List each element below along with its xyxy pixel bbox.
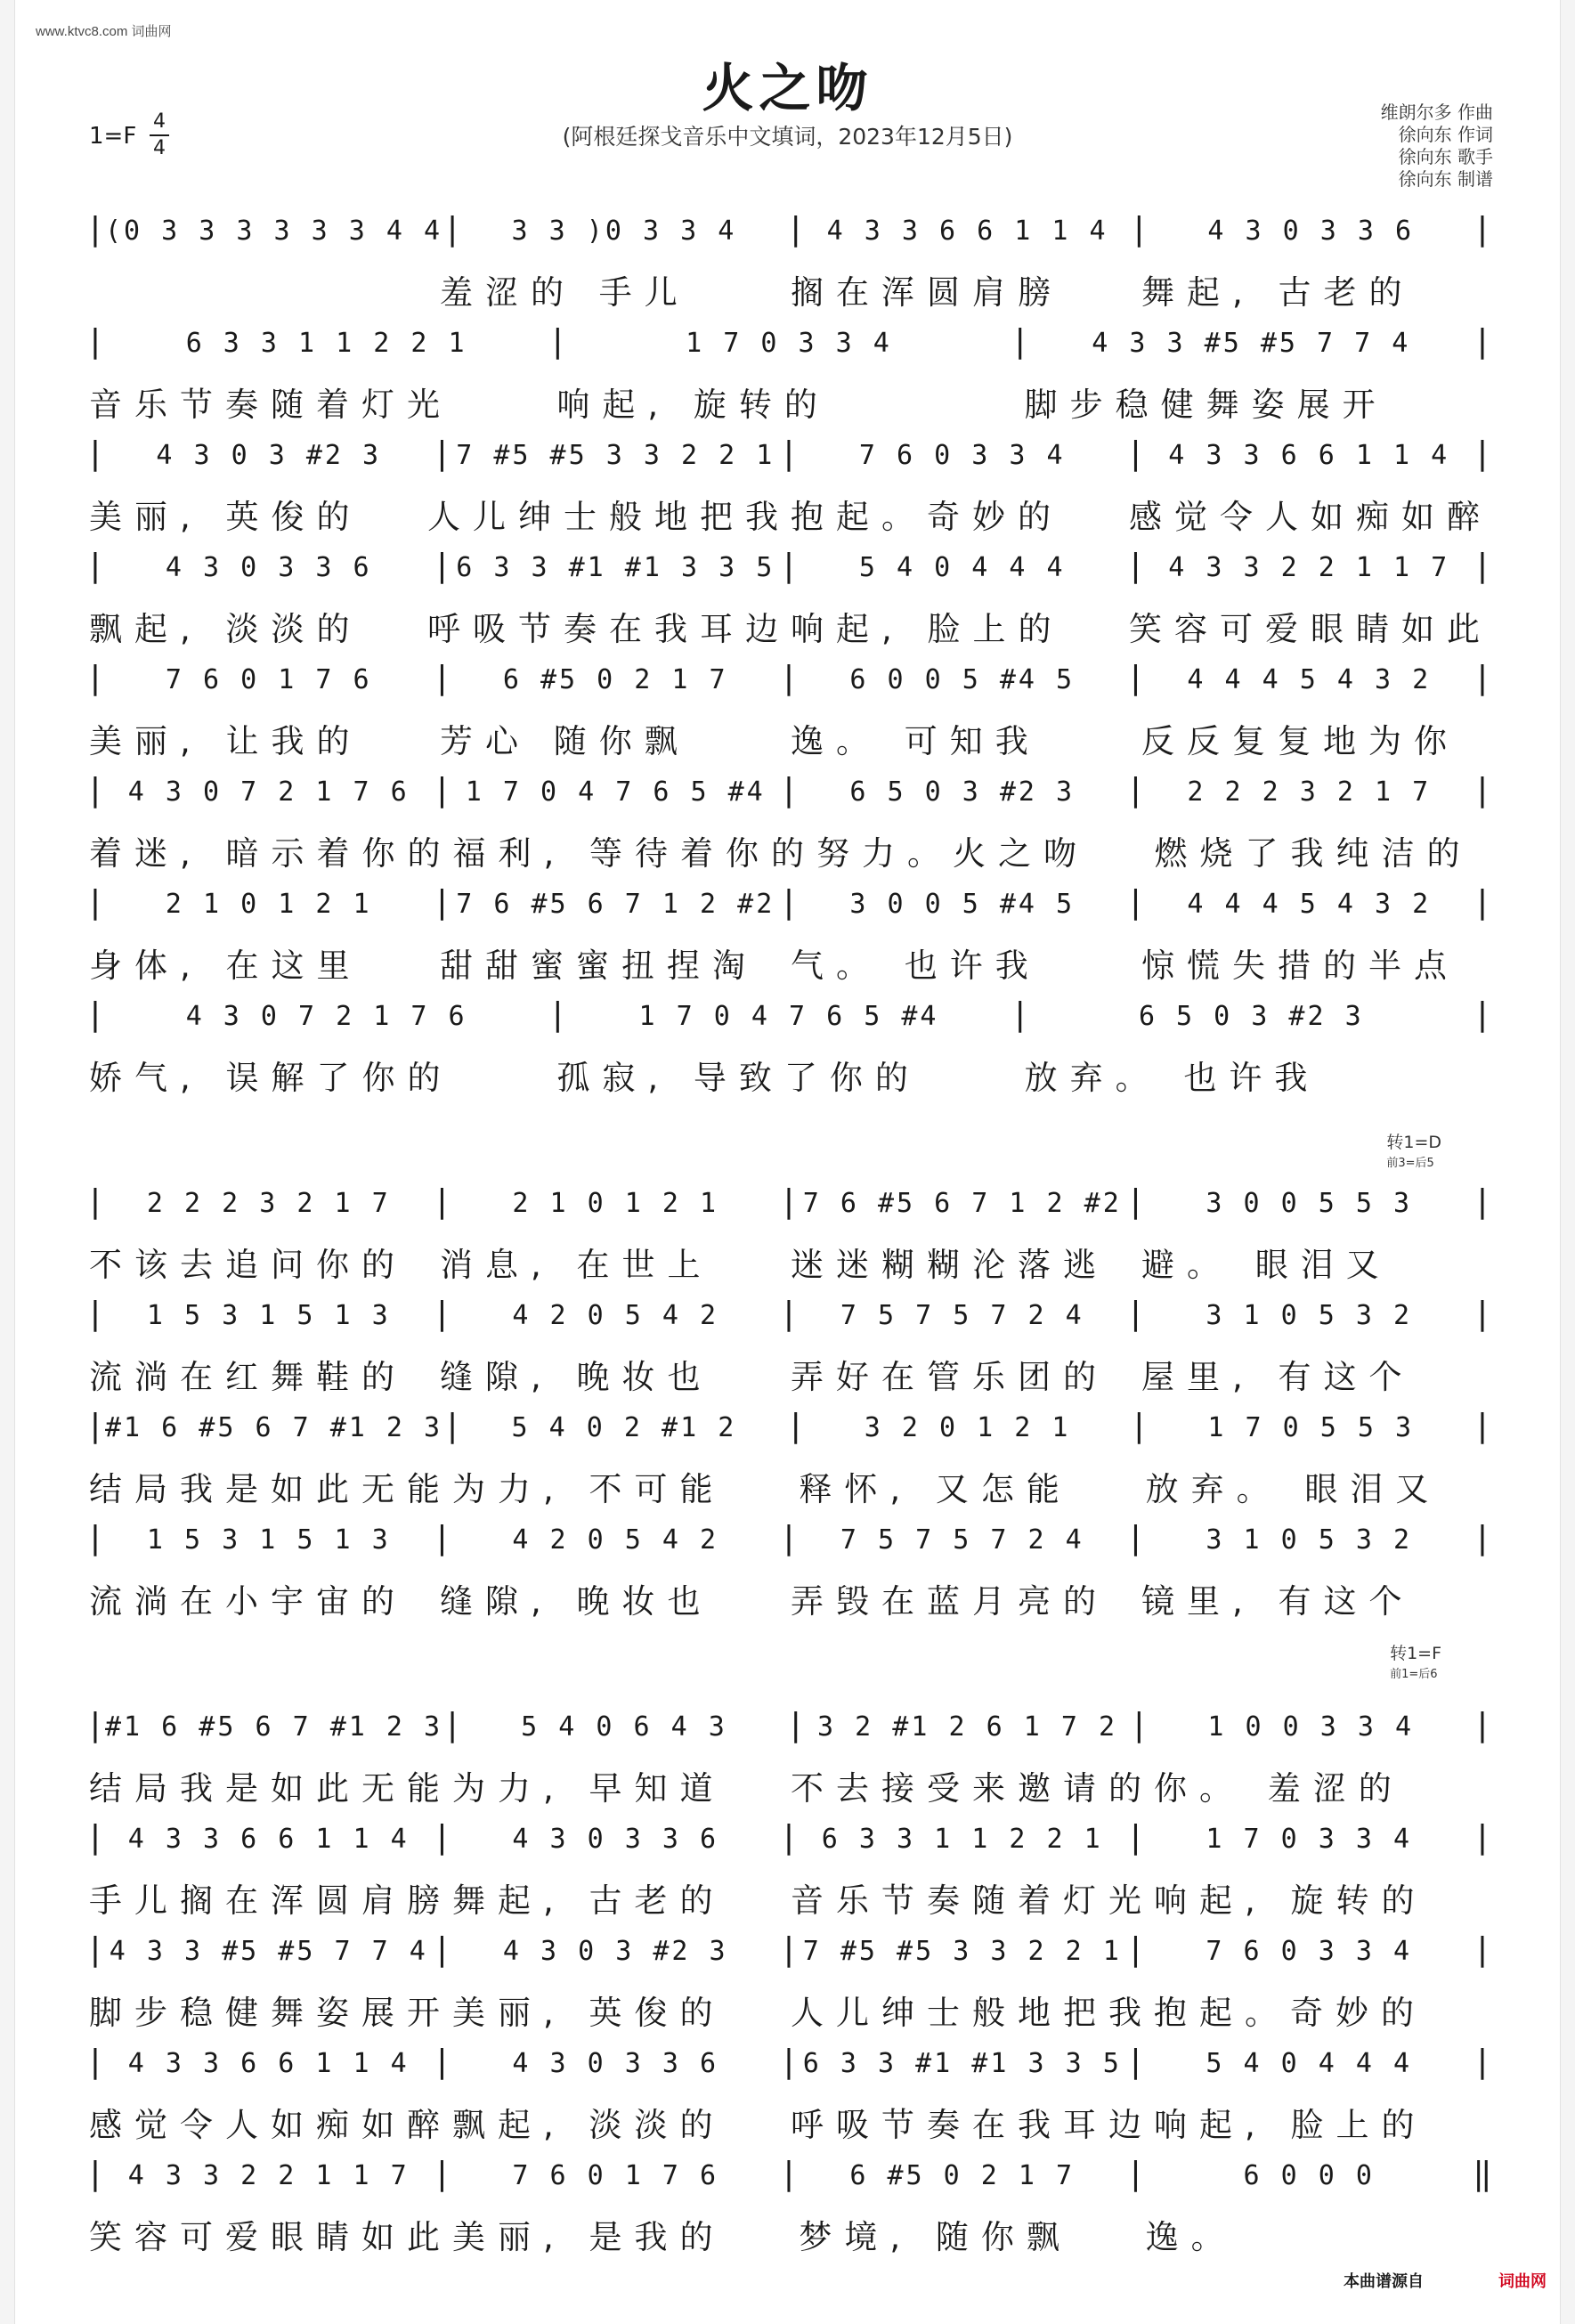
notation-row [85, 1930, 1492, 1986]
barline: | [1473, 1707, 1492, 1743]
notation-row [85, 2155, 1492, 2210]
lyric-segment: 屋里, 有这个 [1141, 1358, 1415, 1396]
credit-notation: 徐向东 制谱 [1398, 168, 1493, 190]
lyric-segment: 你。 羞涩的 [1154, 1769, 1404, 1808]
measure: 4 3 0 3 #2 3 [502, 1936, 728, 1967]
measure: 4 2 0 5 4 2 [512, 1524, 719, 1556]
lyrics-row [85, 939, 1492, 987]
lyrics-row [85, 378, 1492, 426]
measure: 3 1 0 5 3 2 [1206, 1524, 1413, 1556]
barline: | [442, 1707, 462, 1743]
measure: 4 3 0 3 3 6 [512, 2048, 719, 2079]
notation-row [85, 883, 1492, 939]
notation-row [85, 1519, 1492, 1574]
notation-row [85, 210, 1492, 265]
measure: 1 7 0 5 5 3 [1207, 1412, 1415, 1443]
score-line [85, 883, 1492, 995]
lyric-segment: 避。 眼泪又 [1141, 1246, 1392, 1284]
lyric-segment: 结局我是如此无能 [89, 1470, 452, 1508]
lyric-segment: 舞起, 古老的 [452, 1881, 726, 1920]
barline: | [785, 211, 806, 248]
barline: | [442, 211, 462, 248]
barline: | [785, 1408, 806, 1444]
barline: | [85, 660, 105, 696]
score-line [85, 435, 1492, 547]
measure: 5 4 0 2 #1 2 [511, 1412, 737, 1443]
barline: | [432, 1819, 452, 1856]
lyric-segment: 梦境, 随你飘 [799, 2218, 1072, 2256]
lyric-segment: 孤寂, 导致了你的 [556, 1059, 921, 1097]
barline: | [779, 1819, 799, 1856]
barline: | [1473, 1931, 1492, 1968]
song-subtitle: (阿根廷探戈音乐中文填词，2023年12月5日) [562, 124, 1013, 150]
measure: 4 3 3 2 2 1 1 7 [127, 2160, 410, 2191]
lyric-segment: 呼吸节奏在我耳边 [791, 2106, 1154, 2144]
score-line [85, 995, 1492, 1108]
barline: | [1125, 2044, 1146, 2080]
measure: 2 2 2 3 2 1 7 [146, 1188, 391, 1219]
measure: 5 4 0 6 4 3 [521, 1711, 727, 1743]
notation-row [85, 2043, 1492, 2098]
barline: | [85, 772, 105, 809]
lyric-segment: 为力, 早知道 [452, 1769, 726, 1808]
barline: | [1010, 323, 1030, 360]
measure: 4 3 0 3 #2 3 [156, 440, 382, 471]
lyric-segment: 惊慌失措的半点 [1141, 947, 1459, 985]
lyric-segment: 响起, 脸上的 [791, 610, 1064, 648]
barline: | [432, 1520, 452, 1556]
lyric-segment: 芳心 随你飘 [440, 722, 690, 760]
measure: 4 3 3 #5 #5 7 7 4 [109, 1936, 428, 1967]
barline: | [85, 1183, 105, 1220]
measure: 4 4 4 5 4 3 2 [1187, 664, 1432, 695]
barline: | [1473, 323, 1492, 360]
barline: ‖ [1473, 2156, 1492, 2192]
score-line [85, 1295, 1492, 1407]
barline: | [1125, 660, 1146, 696]
modulation-label: 转1=D [1386, 1133, 1441, 1152]
lyric-segment: 释怀, 又怎能 [799, 1470, 1072, 1508]
lyric-segment: 不去接受来邀请的 [791, 1769, 1154, 1808]
barline: | [1125, 2156, 1146, 2192]
lyric-segment: 音乐节奏随着灯光 [791, 1881, 1154, 1920]
barline: | [1473, 1408, 1492, 1444]
lyric-segment: 燃烧了我纯洁的 [1154, 834, 1473, 873]
measure: #1 6 #5 6 7 #1 2 3 [105, 1711, 443, 1743]
notation-row [85, 322, 1492, 378]
barline: | [779, 435, 799, 472]
lyric-segment: 消息, 在世上 [440, 1246, 713, 1284]
footer-source: 本曲谱源自 [1344, 2272, 1424, 2291]
barline: | [1125, 1819, 1146, 1856]
barline: | [1125, 435, 1146, 472]
measure: 4 3 3 6 6 1 1 4 [1168, 440, 1450, 471]
measure: 6 #5 0 2 1 7 [849, 2160, 1076, 2191]
measure: 6 5 0 3 #2 3 [849, 776, 1076, 808]
measure: 2 1 0 1 2 1 [165, 889, 372, 920]
measure: 7 6 #5 6 7 1 2 #2 [456, 889, 775, 920]
measure: 7 6 0 3 3 4 [858, 440, 1066, 471]
notation-row [85, 995, 1492, 1051]
barline: | [85, 548, 105, 584]
lyric-segment: 人儿绅士般地把我 [427, 498, 791, 536]
barline: | [432, 548, 452, 584]
score-line [85, 1706, 1492, 1818]
lyrics-row [85, 265, 1492, 313]
barline: | [85, 884, 105, 921]
measure: 4 3 3 #5 #5 7 7 4 [1092, 328, 1411, 359]
measure: 7 6 #5 6 7 1 2 #2 [802, 1188, 1122, 1219]
lyric-segment: 流淌在小宇宙的 [89, 1582, 407, 1621]
score-body [85, 210, 1492, 2267]
barline: | [432, 884, 452, 921]
measure: 5 4 0 4 4 4 [1206, 2048, 1413, 2079]
lyric-segment: 美丽, 让我的 [89, 722, 362, 760]
lyric-segment: 气。 也许我 [791, 947, 1041, 985]
score-line [85, 1818, 1492, 1930]
footer-brand[interactable]: 词曲网 [1498, 2272, 1547, 2291]
measure: 3 2 0 1 2 1 [864, 1412, 1071, 1443]
lyric-segment: 甜甜蜜蜜扭捏淘 [440, 947, 758, 985]
measure: 4 3 3 6 6 1 1 4 [127, 2048, 410, 2079]
barline: | [432, 660, 452, 696]
measure: 4 2 0 5 4 2 [512, 1300, 719, 1331]
measure: 6 3 3 1 1 2 2 1 [185, 328, 467, 359]
measure: 1 5 3 1 5 1 3 [146, 1300, 391, 1331]
measure: 4 3 3 2 2 1 1 7 [1168, 552, 1450, 583]
lyric-segment: 脚步稳健舞姿展开 [1024, 386, 1388, 424]
measure: 6 #5 0 2 1 7 [502, 664, 728, 695]
measure: 2 1 0 1 2 1 [512, 1188, 719, 1219]
notation-row [85, 435, 1492, 490]
lyrics-row [85, 1350, 1492, 1398]
barline: | [85, 2044, 105, 2080]
barline: | [432, 1183, 452, 1220]
barline: | [1129, 1408, 1149, 1444]
barline: | [779, 2156, 799, 2192]
lyric-segment: 着迷, 暗示着你的 [89, 834, 453, 873]
barline: | [432, 1931, 452, 1968]
measure: 1 7 0 4 7 6 5 #4 [638, 1001, 939, 1032]
measure: 7 6 0 1 7 6 [165, 664, 372, 695]
lyric-segment: 笑容可爱眼睛如此 [89, 2218, 452, 2256]
measure: 3 2 #1 2 6 1 7 2 [817, 1711, 1118, 1743]
lyric-segment: 迷迷糊糊沦落逃 [791, 1246, 1108, 1284]
time-bottom: 4 [153, 137, 166, 159]
measure: 1 7 0 3 3 4 [1206, 1824, 1413, 1855]
measure: 7 #5 #5 3 3 2 2 1 [802, 1936, 1122, 1967]
measure: 2 2 2 3 2 1 7 [1187, 776, 1432, 808]
measure: 5 4 0 4 4 4 [858, 552, 1066, 583]
lyric-segment: 福利, 等待着你的 [452, 834, 817, 873]
credits [1381, 102, 1493, 191]
score-line [85, 771, 1492, 883]
measure: 6 3 3 #1 #1 3 3 5 [802, 2048, 1122, 2079]
measure: 4 3 0 3 3 6 [165, 552, 372, 583]
lyric-segment: 反反复复地为你 [1141, 722, 1459, 760]
lyrics-row [85, 1761, 1492, 1809]
score-line [85, 322, 1492, 435]
key-signature: 1=F [89, 123, 137, 150]
barline: | [85, 1408, 105, 1444]
notation-row [85, 547, 1492, 602]
barline: | [1125, 1183, 1146, 1220]
barline: | [432, 2156, 452, 2192]
barline: | [779, 1931, 799, 1968]
barline: | [779, 884, 799, 921]
left-margin-strip [0, 0, 15, 2324]
lyric-segment: 放弃。 眼泪又 [1145, 1470, 1441, 1508]
barline: | [548, 323, 568, 360]
measure: 1 0 0 3 3 4 [1207, 1711, 1415, 1743]
lyric-segment [89, 265, 440, 313]
measure: 6 0 0 0 [1243, 2160, 1375, 2191]
modulation-sub: 前3=后5 [1386, 1157, 1434, 1170]
notation-row [85, 1818, 1492, 1873]
measure: 4 3 3 6 6 1 1 4 [826, 215, 1108, 247]
barline: | [1473, 548, 1492, 584]
measure: 6 3 3 #1 #1 3 3 5 [456, 552, 775, 583]
site-url[interactable]: www.ktvc8.com 词曲网 [36, 24, 172, 39]
barline: | [432, 772, 452, 809]
song-title: 火之吻 [702, 58, 873, 118]
barline: | [1125, 1931, 1146, 1968]
lyric-segment: 镜里, 有这个 [1141, 1582, 1415, 1621]
lyrics-row [85, 1986, 1492, 2034]
lyric-segment: 感觉令人如痴如醉 [1129, 498, 1492, 536]
barline: | [85, 2156, 105, 2192]
measure: 7 6 0 3 3 4 [1206, 1936, 1413, 1967]
measure: 4 4 4 5 4 3 2 [1187, 889, 1432, 920]
barline: | [442, 1408, 462, 1444]
barline: | [1125, 1520, 1146, 1556]
score-line [85, 1182, 1492, 1295]
credit-singer: 徐向东 歌手 [1398, 146, 1493, 167]
lyric-segment: 弄毁在蓝月亮的 [791, 1582, 1108, 1621]
barline: | [432, 2044, 452, 2080]
lyrics-row [85, 1051, 1492, 1099]
barline: | [85, 1520, 105, 1556]
credit-lyricist: 徐向东 作词 [1398, 124, 1493, 145]
lyric-segment: 努力。火之吻 [816, 834, 1090, 873]
measure: 4 3 3 6 6 1 1 4 [127, 1824, 410, 1855]
lyric-segment: 美丽, 英俊的 [452, 1994, 726, 2032]
score-line [85, 2043, 1492, 2155]
barline: | [1125, 884, 1146, 921]
barline: | [1125, 1296, 1146, 1332]
measure: 3 0 0 5 5 3 [1206, 1188, 1413, 1219]
lyric-segment: 抱起。奇妙的 [791, 498, 1063, 536]
barline: | [1473, 211, 1492, 248]
barline: | [1129, 211, 1149, 248]
time-divider [150, 134, 169, 136]
measure: 7 #5 #5 3 3 2 2 1 [456, 440, 775, 471]
lyrics-row [85, 602, 1492, 650]
barline: | [85, 1296, 105, 1332]
score-line [85, 547, 1492, 659]
barline: | [1473, 1819, 1492, 1856]
lyric-segment: 抱起。奇妙的 [1154, 1994, 1426, 2032]
measure: 4 3 0 7 2 1 7 6 [185, 1001, 467, 1032]
barline: | [85, 211, 105, 248]
measure: 3 3 )0 3 3 4 [511, 215, 737, 247]
barline: | [1473, 1296, 1492, 1332]
notation-row [85, 659, 1492, 714]
lyric-segment: 感觉令人如痴如醉 [89, 2106, 452, 2144]
barline: | [85, 323, 105, 360]
time-top: 4 [153, 110, 166, 133]
modulation-label: 转1=F [1390, 1644, 1441, 1663]
lyric-segment: 缝隙, 晚妆也 [440, 1582, 713, 1621]
lyric-segment: 流淌在红舞鞋的 [89, 1358, 407, 1396]
time-signature [150, 110, 169, 160]
measure: 7 5 7 5 7 2 4 [840, 1300, 1084, 1331]
lyric-segment: 缝隙, 晚妆也 [440, 1358, 713, 1396]
lyric-segment: 美丽, 英俊的 [89, 498, 362, 536]
lyric-segment: 弄好在管乐团的 [791, 1358, 1108, 1396]
modulation-sub: 前1=后6 [1390, 1668, 1438, 1681]
measure: 4 3 0 3 3 6 [512, 1824, 719, 1855]
lyric-segment: 响起, 旋转的 [556, 386, 830, 424]
score-line [85, 2155, 1492, 2267]
lyrics-row [85, 826, 1492, 874]
measure: 7 6 0 1 7 6 [512, 2160, 719, 2191]
lyric-segment: 手儿搁在浑圆肩膀 [89, 1881, 452, 1920]
score-line [85, 1407, 1492, 1519]
lyric-segment: 逸。 可知我 [791, 722, 1041, 760]
measure: 6 3 3 1 1 2 2 1 [821, 1824, 1103, 1855]
lyric-segment: 舞起, 古老的 [1141, 273, 1415, 312]
lyric-segment: 美丽, 是我的 [452, 2218, 726, 2256]
lyric-segment: 放弃。 也许我 [1024, 1059, 1320, 1097]
notation-row [85, 1182, 1492, 1238]
lyric-segment: 结局我是如此无能 [89, 1769, 452, 1808]
lyric-segment: 人儿绅士般地把我 [791, 1994, 1154, 2032]
score-line [85, 1519, 1492, 1631]
lyrics-row [85, 2098, 1492, 2146]
lyric-segment: 飘起, 淡淡的 [452, 2106, 726, 2144]
measure: #1 6 #5 6 7 #1 2 3 [105, 1412, 443, 1443]
lyric-segment: 音乐节奏随着灯光 [89, 386, 452, 424]
barline: | [779, 548, 799, 584]
lyric-segment: 羞涩的 手儿 [440, 273, 690, 312]
barline: | [1125, 772, 1146, 809]
lyric-segment: 为力, 不可能 [452, 1470, 726, 1508]
barline: | [1473, 435, 1492, 472]
barline: | [85, 1819, 105, 1856]
barline: | [85, 435, 105, 472]
score-line [85, 210, 1492, 322]
barline: | [1473, 1183, 1492, 1220]
lyric-segment: 搁在浑圆肩膀 [791, 273, 1063, 312]
measure: 3 0 0 5 #4 5 [849, 889, 1076, 920]
lyrics-row [85, 1873, 1492, 1922]
lyric-segment: 响起, 脸上的 [1154, 2106, 1427, 2144]
lyric-segment: 飘起, 淡淡的 [89, 610, 362, 648]
lyric-segment: 逸。 [1145, 2218, 1237, 2256]
measure: (0 3 3 3 3 3 3 4 4 [105, 215, 443, 247]
lyric-segment: 脚步稳健舞姿展开 [89, 1994, 452, 2032]
credit-composer: 维朗尔多 作曲 [1380, 102, 1493, 123]
measure: 6 5 0 3 #2 3 [1138, 1001, 1364, 1032]
lyrics-row [85, 1574, 1492, 1622]
measure: 4 3 0 7 2 1 7 6 [127, 776, 410, 808]
lyric-segment: 笑容可爱眼睛如此 [1129, 610, 1492, 648]
barline: | [432, 1296, 452, 1332]
lyrics-row [85, 490, 1492, 538]
barline: | [1129, 1707, 1149, 1743]
barline: | [1473, 996, 1492, 1033]
barline: | [85, 1707, 105, 1743]
barline: | [779, 1520, 799, 1556]
measure: 3 1 0 5 3 2 [1206, 1300, 1413, 1331]
lyrics-row [85, 714, 1492, 762]
barline: | [85, 996, 105, 1033]
barline: | [1473, 1520, 1492, 1556]
measure: 6 0 0 5 #4 5 [849, 664, 1076, 695]
lyric-segment: 不该去追问你的 [89, 1246, 407, 1284]
barline: | [779, 772, 799, 809]
barline: | [85, 1931, 105, 1968]
score-line [85, 659, 1492, 771]
barline: | [779, 2044, 799, 2080]
measure: 1 5 3 1 5 1 3 [146, 1524, 391, 1556]
measure: 1 7 0 3 3 4 [686, 328, 892, 359]
lyric-segment: 响起, 旋转的 [1154, 1881, 1427, 1920]
barline: | [1473, 660, 1492, 696]
lyrics-row [85, 1462, 1492, 1510]
barline: | [1125, 548, 1146, 584]
barline: | [779, 1183, 799, 1220]
notation-row [85, 1295, 1492, 1350]
lyrics-row [85, 2210, 1492, 2258]
measure: 1 7 0 4 7 6 5 #4 [465, 776, 766, 808]
barline: | [1473, 772, 1492, 809]
measure: 4 3 0 3 3 6 [1207, 215, 1415, 247]
barline: | [432, 435, 452, 472]
right-margin-strip [1560, 0, 1575, 2324]
lyric-segment: 身体, 在这里 [89, 947, 362, 985]
barline: | [1010, 996, 1030, 1033]
barline: | [779, 1296, 799, 1332]
barline: | [1473, 2044, 1492, 2080]
barline: | [785, 1707, 806, 1743]
barline: | [779, 660, 799, 696]
lyrics-row [85, 1238, 1492, 1286]
notation-row [85, 1407, 1492, 1462]
barline: | [1473, 884, 1492, 921]
measure: 7 5 7 5 7 2 4 [840, 1524, 1084, 1556]
notation-row [85, 771, 1492, 826]
notation-row [85, 1706, 1492, 1761]
score-line [85, 1930, 1492, 2043]
lyric-segment: 娇气, 误解了你的 [89, 1059, 453, 1097]
lyric-segment: 呼吸节奏在我耳边 [427, 610, 791, 648]
barline: | [548, 996, 568, 1033]
